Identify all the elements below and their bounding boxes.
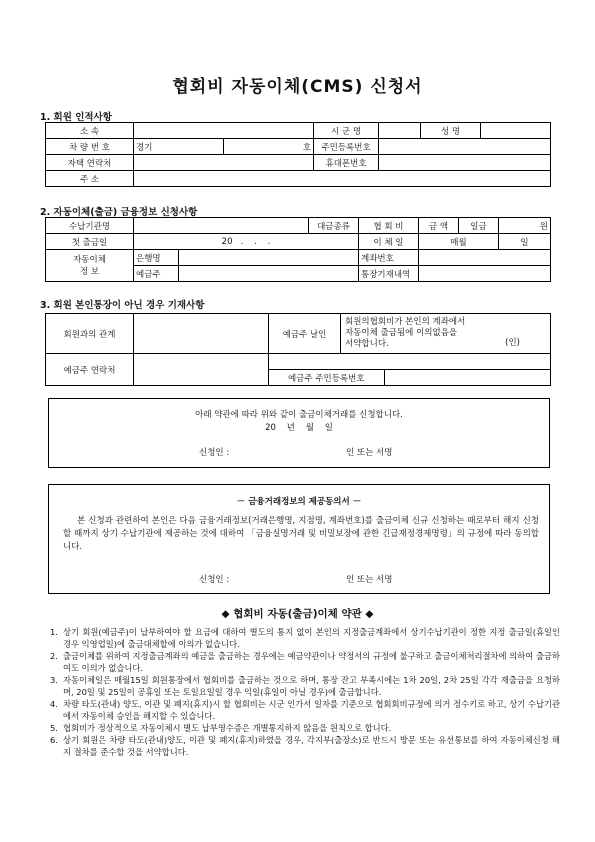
account-holder-field[interactable] — [179, 266, 359, 282]
terms-item-number: 3. — [50, 675, 58, 685]
name-label: 성 명 — [421, 123, 481, 139]
passbook-memo-label: 통장기재내역 — [359, 266, 419, 282]
terms-item — [50, 626, 560, 650]
first-withdrawal-label: 첫 출금일 — [46, 234, 134, 250]
terms-item — [50, 734, 560, 758]
institution-label: 수납기관명 — [46, 218, 134, 234]
transfer-day-field[interactable]: 일 — [499, 234, 551, 250]
application-box — [48, 398, 550, 468]
auto-transfer-info-label: 자동이체 정 보 — [46, 250, 134, 282]
consent-statement — [341, 314, 551, 354]
consent-line-3: 서약합니다. — [345, 339, 389, 349]
resident-number-field[interactable] — [379, 139, 551, 155]
transfer-day-label: 이 체 일 — [359, 234, 419, 250]
mobile-phone-label: 휴대폰번호 — [314, 155, 379, 171]
terms-heading: ◆ 협회비 자동(출금)이체 약관 ◆ — [221, 608, 374, 620]
amount-field[interactable]: 원 — [499, 218, 551, 234]
holder-reg-row — [269, 354, 551, 386]
account-number-label: 계좌번호 — [359, 250, 419, 266]
holder-seal-label: 예금주 날인 — [269, 314, 341, 354]
name-field[interactable] — [481, 123, 551, 139]
section-3-heading: 3. 회원 본인통장이 아닌 경우 기재사항 — [40, 300, 205, 311]
holder-contact-label: 예금주 연락처 — [46, 354, 134, 386]
section-1-heading: 1. 회원 인적사항 — [40, 112, 112, 123]
passbook-memo-field[interactable] — [419, 266, 551, 282]
affiliation-field[interactable] — [134, 123, 314, 139]
home-phone-label: 자택 연락처 — [46, 155, 134, 171]
terms-item-number: 2. — [50, 651, 58, 661]
address-label: 주 소 — [46, 171, 134, 187]
resident-number-label: 주민등록번호 — [314, 139, 379, 155]
consent-heading: － 금융거래정보의 제공동의서 － — [236, 497, 362, 507]
fee-type-label: 대금종류 — [309, 218, 359, 234]
seal-mark[interactable]: (인) — [505, 338, 520, 348]
bank-name-label: 은행명 — [134, 250, 179, 266]
vehicle-number-label: 차 량 번 호 — [46, 139, 134, 155]
city-label: 시 군 명 — [314, 123, 379, 139]
terms-item — [50, 650, 560, 674]
payment-info-table — [45, 217, 551, 282]
transfer-day-monthly: 매월 — [419, 234, 499, 250]
terms-item-number: 6. — [50, 735, 58, 745]
address-field[interactable] — [134, 171, 551, 187]
terms-item — [50, 698, 560, 722]
consent-line-1: 회원의협회비가 본인의 계좌에서 — [345, 317, 466, 327]
non-owner-table — [45, 313, 551, 386]
terms-item-number: 5. — [50, 723, 58, 733]
section-2-heading: 2. 자동이체(출금) 금융정보 신청사항 — [40, 207, 198, 218]
terms-item-text: 출금이체를 위하여 지정출금계좌의 예금을 출금하는 경우에는 예금약관이나 약정서의 규정에 불구하고 출금이체처리절차에 의하여 출금하여도 이의가 없습니다. — [63, 651, 560, 673]
terms-item-number: 4. — [50, 699, 58, 709]
relationship-label: 회원과의 관계 — [46, 314, 134, 354]
first-withdrawal-date[interactable]: 20 . . . — [134, 234, 359, 250]
terms-item-text: 차량 타도(관내) 양도, 이관 및 폐지(휴지)시 할 협회비는 시군 인가서 일자를 기준으로 협회회비규정에 의거 정수키로 하고, 상기 수납기관에서 자동이체 승인을 해지할 수 있습니다. — [63, 699, 560, 721]
city-field[interactable] — [379, 123, 421, 139]
holder-reg-label: 예금주 주민등록번호 — [269, 370, 384, 386]
terms-item — [50, 722, 560, 734]
document-title: 협회비 자동이체(CMS) 신청서 — [172, 77, 423, 97]
vehicle-region[interactable]: 경기 — [134, 139, 224, 155]
mobile-phone-field[interactable] — [379, 155, 551, 171]
holder-reg-field[interactable] — [384, 370, 550, 386]
application-date[interactable]: 20 년 월 일 — [265, 423, 333, 433]
terms-item-text: 상기 회원(예금주)이 납부하여야 할 요금에 대하여 별도의 통지 없이 본인의 지정출금계좌에서 상기수납기관이 정한 지정 출금일(휴일인 경우 익영업일)에 출금대체할에 이의가 없습니다. — [63, 627, 560, 649]
applicant-signature[interactable]: 인 또는 서명 — [346, 448, 393, 458]
consent-applicant-label: 신청인 : — [199, 575, 230, 585]
terms-item-text: 상기 회원은 차량 타도(관내)양도, 이관 및 폐지(휴지)하였을 경우, 각지부(출장소)로 반드시 방문 또는 유선통보를 하여 자동이체신청 해지 절차를 준수할 것을 서약합니다. — [63, 735, 560, 757]
consent-box — [48, 484, 550, 594]
account-holder-label: 예금주 — [134, 266, 179, 282]
consent-signature[interactable]: 인 또는 서명 — [346, 575, 393, 585]
member-info-table — [45, 122, 551, 187]
holder-reg-inner — [269, 369, 550, 385]
terms-item-text: 협회비가 정상적으로 자동이체시 별도 납부영수증은 개별통지하지 않음을 원칙으로 합니다. — [63, 723, 392, 733]
consent-line-2: 자동이체 출금됨에 이의없음을 — [345, 328, 458, 338]
terms-item-number: 1. — [50, 627, 58, 637]
fee-type-value: 협 회 비 — [359, 218, 419, 234]
terms-item — [50, 674, 560, 698]
relationship-field[interactable] — [134, 314, 269, 354]
amount-label: 금 액 — [419, 218, 459, 234]
terms-item-text: 자동이체일은 매월15일 회원통장에서 협회비를 출금하는 것으로 하며, 통장 잔고 부족시에는 1차 20일, 2차 25일 각각 재출금을 요청하며, 20일 및 25일이 공휴일 또는 토일요일일 경우 익일(휴일이 아닐 경우)에 출금합니다. — [63, 675, 560, 697]
amount-prefix: 일금 — [459, 218, 499, 234]
consent-body: 본 신청과 관련하여 본인은 다음 금융거래정보(거래은행명, 지점명, 계좌번호)를 출금이체 신규 신청하는 때로부터 해지 신청할 때까지 상기 수납기관에 제공하는 것에 대하여 「금융실명거래 및 비밀보장에 관한 긴급재정경제명령」의 규정에 따라 동의합니다. — [63, 516, 539, 552]
applicant-label: 신청인 : — [199, 448, 230, 458]
terms-list — [50, 626, 560, 758]
affiliation-label: 소 속 — [46, 123, 134, 139]
holder-contact-field[interactable] — [134, 354, 269, 386]
vehicle-number-suffix[interactable]: 호 — [224, 139, 314, 155]
bank-name-field[interactable] — [179, 250, 359, 266]
institution-field[interactable] — [134, 218, 309, 234]
application-statement: 아래 약관에 따라 위와 같이 출금이체거래를 신청합니다. — [195, 410, 403, 420]
account-number-field[interactable] — [419, 250, 551, 266]
home-phone-field[interactable] — [134, 155, 314, 171]
